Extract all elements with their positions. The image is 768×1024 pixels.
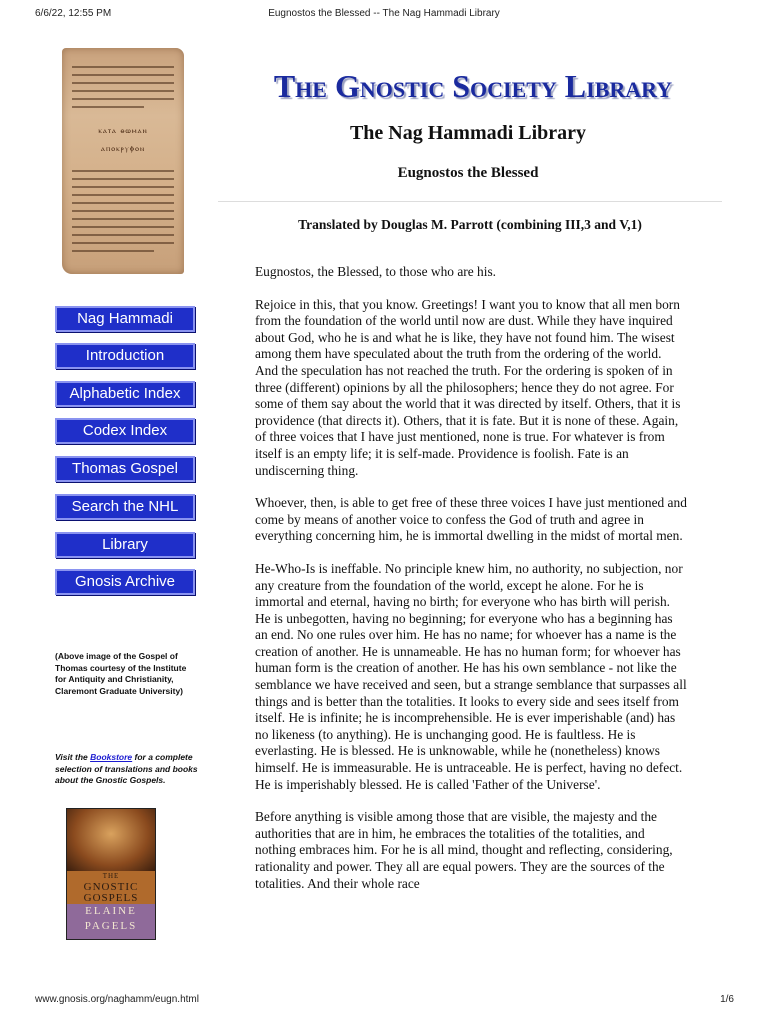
book-author-line-1: ELAINE <box>85 905 137 917</box>
paragraph: Rejoice in this, that you know. Greetings! I want you to know that all men born from the foundation of the world until now are dust. While they have inquired about God, who he is and what he is like, they have not found him. The wisest among them have speculated about the truth from the ordering of the world. And the speculation has not reached the truth. For the ordering is spoken of in three (different) opinions by all the philosophers; hence they do not agree. For some of them say about the world that it was directed by itself. Others, that it is providence (that directs it). Others, that it is fate. But it is none of these. Again, of three voices that I have just mentioned, none is true. For whatever is from itself is an empty life; it is self-made. Providence is foolish. Fate is an undiscerning thing. <box>255 296 681 478</box>
paragraph: Whoever, then, is able to get free of these three voices I have just mentioned and come by means of another voice to confess the God of truth and agree in everything concerning him, he is immortal dwelling in the midst of mortal men. <box>255 495 687 544</box>
document-body <box>255 264 687 908</box>
papyrus-text-line-2: ⲁⲡⲟⲕⲣⲩⲫⲟⲛ <box>100 144 146 153</box>
nav-library-button[interactable]: Library <box>55 532 195 558</box>
nav-thomas-gospel-button[interactable]: Thomas Gospel <box>55 456 195 482</box>
nav-alphabetic-index-button[interactable]: Alphabetic Index <box>55 381 195 407</box>
papyrus-manuscript-image <box>62 48 184 274</box>
paragraph: He-Who-Is is ineffable. No principle knew him, no authority, no subjection, nor any creature from the foundation of the world, except he alone. For he is immortal and eternal, having no birth; for everyone who has birth will perish. He is unbegotten, having no beginning; for everyone who has a beginning has an end. No one rules over him. He has no name; for whoever has a name is the creation of another. He is unnameable. He has no human form; for whoever has human form is the creation of another. He has his own semblance - not like the semblance we have received and seen, but a strange semblance that surpasses all things and is better than the totalities. It looks to every side and sees itself from itself. He is infinite; he is incomprehensible. He is ever imperishable (and) has no likeness (to anything). He is unchanging good. He is faultless. He is everlasting. He is blessed. He is unknowable, while he (nonetheless) knows himself. He is immeasurable. He is untraceable. He is perfect, having no defect. He is imperishably blessed. He is called 'Father of the Universe'. <box>255 560 687 792</box>
divider <box>218 201 722 202</box>
book-title-line-3: GOSPELS <box>83 892 139 904</box>
book-author <box>67 904 155 939</box>
bookstore-note <box>55 752 200 787</box>
paragraph: Eugnostos, the Blessed, to those who are his. <box>255 264 497 279</box>
library-title: The Nag Hammadi Library <box>349 122 587 144</box>
nav-codex-index-button[interactable]: Codex Index <box>55 418 195 444</box>
bookstore-note-suffix: for a complete selection of translations and books about the Gnostic Gospels. <box>55 752 198 785</box>
book-title <box>67 871 155 904</box>
site-title: The Gnostic Society Library <box>273 68 673 104</box>
book-title-line-2: GNOSTIC <box>83 881 139 893</box>
print-page-title: Eugnostos the Blessed -- The Nag Hammadi Library <box>268 8 500 19</box>
document-title: Eugnostos the Blessed <box>397 165 539 181</box>
gnostic-gospels-book-cover[interactable] <box>66 808 156 940</box>
papyrus-text-line-1: ⲕⲁⲧⲁ ⲑⲱⲙⲁⲛ <box>98 126 148 135</box>
book-title-line-1: THE <box>102 872 120 880</box>
image-caption: (Above image of the Gospel of Thomas courtesy of the Institute for Antiquity and Christianity, Claremont Graduate University) <box>55 651 187 696</box>
nav-search-nhl-button[interactable]: Search the NHL <box>55 494 195 520</box>
book-cover-portrait <box>67 809 155 871</box>
nav-nag-hammadi-button[interactable]: Nag Hammadi <box>55 306 195 332</box>
nav-introduction-button[interactable]: Introduction <box>55 343 195 369</box>
bookstore-link[interactable]: Bookstore <box>90 752 133 762</box>
translator-credit: Translated by Douglas M. Parrott (combining III,3 and V,1) <box>298 217 642 232</box>
book-author-line-2: PAGELS <box>84 920 138 932</box>
paragraph: Before anything is visible among those that are visible, the majesty and the authorities that are in him, he embraces the totalities of the totalities, and nothing embraces him. For he is all mind, thought and reflecting, considering, rationality and power. They all are equal powers. They are the sources of the totalities. And their whole race <box>255 809 673 891</box>
print-url: www.gnosis.org/naghamm/eugn.html <box>35 994 199 1005</box>
print-page-number: 1/6 <box>720 994 734 1005</box>
bookstore-note-prefix: Visit the <box>55 752 91 762</box>
print-date: 6/6/22, 12:55 PM <box>35 8 112 19</box>
nav-gnosis-archive-button[interactable]: Gnosis Archive <box>55 569 195 595</box>
